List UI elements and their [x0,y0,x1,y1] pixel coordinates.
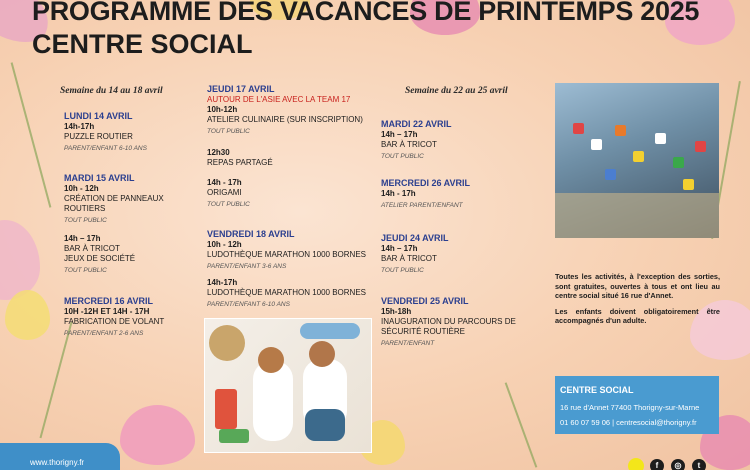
event-highlight: AUTOUR DE L'ASIE AVEC LA TEAM 17 [207,95,351,104]
event-time: 12h30 [207,148,230,157]
photo-shape [591,139,602,150]
event-time: 14h – 17h [64,234,101,243]
instagram-icon[interactable]: ◎ [671,459,685,470]
event-audience: TOUT PUBLIC [381,153,424,160]
event-day: LUNDI 14 AVRIL [64,111,133,121]
event-thursday-17-afternoon [207,178,377,210]
facebook-icon[interactable]: f [650,459,664,470]
event-day: MERCREDI 16 AVRIL [64,296,154,306]
event-thursday-17 [207,84,377,137]
info-paragraph: Les enfants doivent obligatoirement être accompagnés d'un adulte. [555,306,720,325]
flower-decoration [5,290,50,340]
event-title: BAR À TRICOT [381,254,437,263]
event-title: BAR À TRICOT [64,244,120,253]
event-day: MERCREDI 26 AVRIL [381,178,471,188]
event-friday-25 [381,296,546,349]
photo-shape [258,347,284,373]
photo-shape [695,141,706,152]
event-audience: PARENT/ENFANT 6-10 ANS [207,301,290,308]
photo-shape [305,409,345,441]
event-title: ORIGAMI [207,188,242,197]
event-audience: TOUT PUBLIC [64,217,107,224]
event-tuesday-15-afternoon [64,234,204,276]
photo-shape [673,157,684,168]
event-friday-18 [207,229,377,272]
event-title: FABRICATION DE VOLANT [64,317,165,326]
photo-shape [605,169,616,180]
photo-shape [300,323,360,339]
yellow-dot-decoration [628,458,644,470]
event-day: MARDI 15 AVRIL [64,173,135,183]
event-friday-18-afternoon [207,278,377,310]
event-title: REPAS PARTAGÉ [207,158,273,167]
event-audience: PARENT/ENFANT [381,340,435,347]
flower-decoration [0,220,40,300]
event-title: JEUX DE SOCIÉTÉ [64,254,136,263]
event-title: CRÉATION DE PANNEAUX ROUTIERS [64,194,164,213]
contact-title: CENTRE SOCIAL [560,385,634,395]
event-audience: TOUT PUBLIC [381,267,424,274]
event-monday-14 [64,111,204,154]
flower-decoration [120,405,195,465]
stem-decoration [11,62,52,207]
page-subtitle: CENTRE SOCIAL [32,29,253,59]
info-text [555,272,720,332]
event-tuesday-15 [64,173,204,226]
event-wednesday-16 [64,296,204,339]
event-time: 14h – 17h [381,130,418,139]
event-audience: TOUT PUBLIC [64,267,107,274]
event-time: 14h-17h [207,278,238,287]
contact-address: 16 rue d'Annet 77400 Thorigny-sur-Marne [560,403,700,412]
photo-shape [683,179,694,190]
event-title: LUDOTHÈQUE MARATHON 1000 BORNES [207,250,366,259]
event-day: JEUDI 17 AVRIL [207,84,275,94]
event-audience: PARENT/ENFANT 6-10 ANS [64,145,147,152]
event-audience: PARENT/ENFANT 3-6 ANS [207,263,287,270]
event-day: JEUDI 24 AVRIL [381,233,449,243]
event-title: ATELIER CULINAIRE (SUR INSCRIPTION) [207,115,363,124]
photo-shape [253,361,293,441]
event-day: VENDREDI 25 AVRIL [381,296,469,306]
contact-phone-email[interactable]: 01 60 07 59 06 | centresocial@thorigny.fr [560,418,697,427]
stem-decoration [40,322,73,438]
photo-shape [633,151,644,162]
photo-shape [655,133,666,144]
event-title: BAR À TRICOT [381,140,437,149]
children-playing-photo [204,318,372,453]
event-wednesday-26 [381,178,546,211]
event-title: LUDOTHÈQUE MARATHON 1000 BORNES [207,288,366,297]
event-audience: ATELIER PARENT/ENFANT [381,202,463,209]
website-link[interactable]: www.thorigny.fr [30,458,85,467]
week1-heading: Semaine du 14 au 18 avril [60,86,163,96]
event-audience: TOUT PUBLIC [207,201,250,208]
photo-shape [555,193,719,238]
twitter-icon[interactable]: t [692,459,706,470]
photo-shape [209,325,245,361]
event-day: VENDREDI 18 AVRIL [207,229,295,239]
event-time: 10h - 12h [64,184,99,193]
event-thursday-17-lunch [207,148,377,168]
event-title: PUZZLE ROUTIER [64,132,133,141]
event-time: 15h-18h [381,307,412,316]
event-day: MARDI 22 AVRIL [381,119,452,129]
event-time: 14h-17h [64,122,95,131]
photo-shape [309,341,335,367]
contact-box [555,376,719,434]
photo-shape [615,125,626,136]
event-audience: PARENT/ENFANT 2-6 ANS [64,330,144,337]
event-time: 14h – 17h [381,244,418,253]
week2-heading: Semaine du 22 au 25 avril [405,86,508,96]
event-tuesday-22 [381,119,546,162]
event-time: 14h - 17h [381,189,416,198]
event-title: INAUGURATION DU PARCOURS DE SÉCURITÉ ROUTIÈRE [381,317,516,336]
photo-shape [573,123,584,134]
info-paragraph: Toutes les activités, à l'exception des sorties, sont gratuites, ouvertes à tous et ont lieu au centre social situé 16 rue d'Annet. [555,272,720,300]
event-audience: TOUT PUBLIC [207,128,250,135]
photo-shape [215,389,237,429]
stem-decoration [505,382,538,467]
event-time: 14h - 17h [207,178,242,187]
event-time: 10h - 12h [207,240,242,249]
board-games-photo [555,83,719,238]
page-title: PROGRAMME DES VACANCES DE PRINTEMPS 2025 [32,0,700,26]
event-time: 10h-12h [207,105,238,114]
event-thursday-24 [381,233,546,276]
event-time: 10H -12H ET 14H - 17H [64,307,150,316]
photo-shape [219,429,249,443]
